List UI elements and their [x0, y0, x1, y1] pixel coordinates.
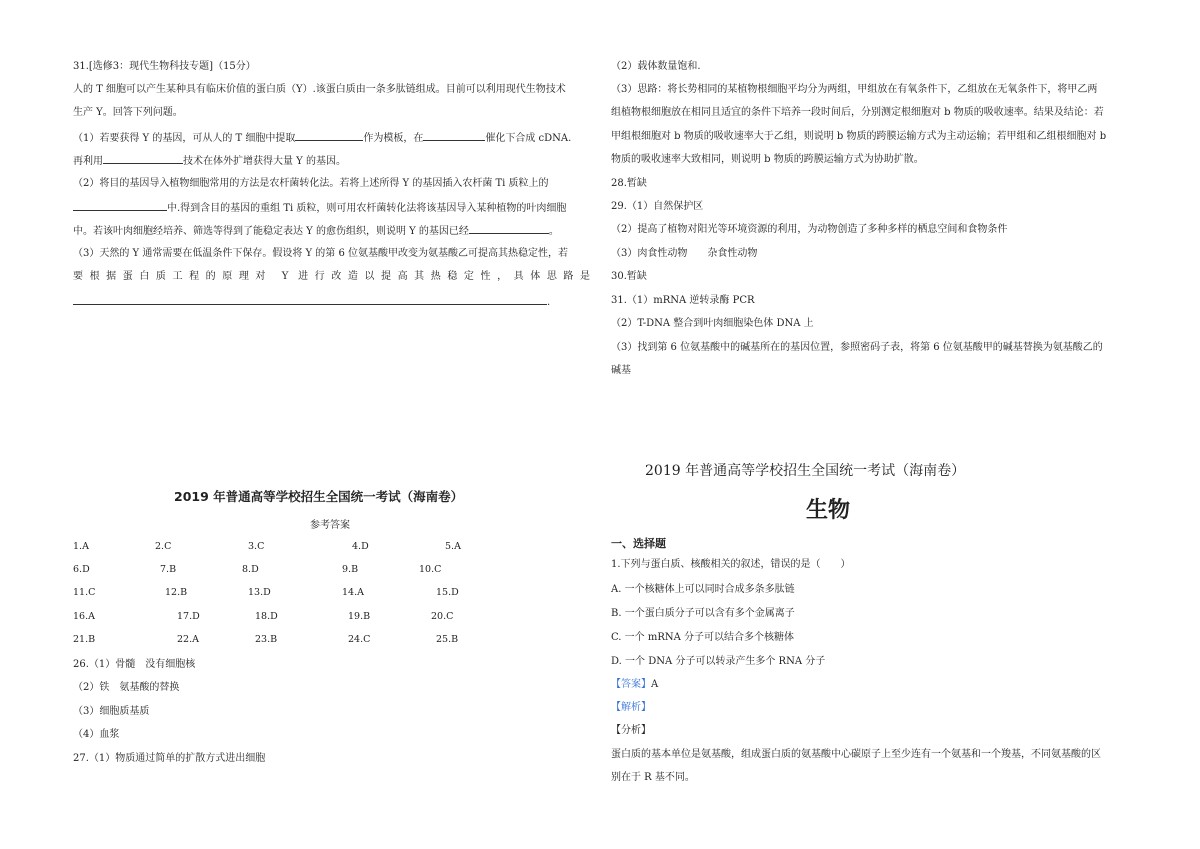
question-1: 1.下列与蛋白质、核酸相关的叙述，错误的是（ ） [611, 559, 851, 570]
answer-item: 3.C [248, 541, 265, 552]
analysis-tag: 【解析】 [611, 702, 651, 713]
answer-item: 4.D [352, 541, 369, 552]
answer-item: 10.C [419, 564, 442, 575]
exam-title: 2019 年普通高等学校招生全国统一考试（海南卷） [645, 463, 966, 479]
answer-item: 8.D [242, 564, 259, 575]
section-heading: 一、选择题 [611, 537, 666, 550]
option-b: B. 一个蛋白质分子可以含有多个金属离子 [611, 608, 795, 619]
answer-blank [103, 153, 183, 164]
answer-item: 6.D [73, 564, 90, 575]
q31-part3-line1: （3）天然的 Y 通常需要在低温条件下保存。假设将 Y 的第 6 位氨基酸甲改变为氨基酸乙可提高其热稳定性，若 [73, 248, 568, 259]
q31-intro-1: 人的 T 细胞可以产生某种具有临床价值的蛋白质（Y）.该蛋白质由一条多肽链组成。目前可以利用现代生物技术 [73, 84, 566, 95]
answer-tag: 【答案】 [611, 679, 651, 690]
answer-value: A [651, 679, 659, 690]
option-a: A. 一个核糖体上可以同时合成多条多肽链 [611, 584, 795, 595]
answer-key-title: 2019 年普通高等学校招生全国统一考试（海南卷） [174, 489, 464, 504]
answer-item: 7.B [160, 564, 177, 575]
q31-part1-line2: 再利用 技术在体外扩增获得大量 Y 的基因。 [73, 153, 346, 169]
answer-31-3-line1: （3）找到第 6 位氨基酸中的碱基所在的基因位置，参照密码子表，将第 6 位氨基酸甲的碱基替换为氨基酸乙的 [611, 342, 1103, 353]
answer-item: 13.D [248, 587, 271, 598]
answer-blank [73, 294, 547, 305]
answer-item: 9.B [342, 564, 359, 575]
answer-27-3-line2: 组植物根细胞放在相同且适宜的条件下培养一段时间后，分别测定根细胞对 b 物质的吸收速率。结果及结论：若 [611, 107, 1104, 118]
answer-30: 30.暂缺 [611, 271, 647, 282]
answer-28: 28.暂缺 [611, 178, 647, 189]
q31-part2-line3: 中。若该叶肉细胞经培养、筛选等得到了能稳定表达 Y 的愈伤组织，则说明 Y 的基因已经 。 [73, 223, 559, 239]
answer-item: 2.C [155, 541, 172, 552]
explanation-line1: 蛋白质的基本单位是氨基酸，组成蛋白质的氨基酸中心碳原子上至少连有一个氨基和一个羧基，不同氨基酸的区 [611, 749, 1101, 760]
answer-29-2: （2）提高了植物对阳光等环境资源的利用，为动物创造了多种多样的栖息空间和食物条件 [611, 224, 1008, 235]
option-d: D. 一个 DNA 分子可以转录产生多个 RNA 分子 [611, 656, 826, 667]
answer-26-3: （3）细胞质基质 [73, 706, 150, 717]
answer-26-1: 26.（1）骨髓 没有细胞核 [73, 659, 196, 670]
answer-blank [73, 200, 167, 211]
q31-part3-line2: 要根据蛋白质工程的原理对 Y 进行改造以提高其热稳定性，具体思路是 [73, 271, 590, 282]
answer-27-3-line4: 物质的吸收速率大致相同，则说明 b 物质的跨膜运输方式为协助扩散。 [611, 154, 924, 165]
subject-title: 生物 [806, 498, 851, 523]
q31-intro-2: 生产 Y。回答下列问题。 [73, 107, 183, 118]
answer-27-3-line1: （3）思路：将长势相同的某植物根细胞平均分为两组，甲组放在有氧条件下，乙组放在无氧条件下，将甲乙两 [611, 84, 1098, 95]
answer-item: 1.A [73, 541, 89, 552]
explanation-line2: 别在于 R 基不同。 [611, 772, 695, 783]
answer-item: 15.D [436, 587, 459, 598]
q31-part1-line1: （1）若要获得 Y 的基因，可从人的 T 细胞中提取 作为模板，在 催化下合成 cDNA. [73, 130, 571, 146]
answer-item: 24.C [348, 634, 371, 645]
q31-title: 31.[选修3：现代生物科技专题]（15分） [73, 61, 256, 72]
answer-item: 12.B [165, 587, 188, 598]
answer-29-1: 29.（1）自然保护区 [611, 201, 704, 212]
answer-31-2: （2）T-DNA 整合到叶肉细胞染色体 DNA 上 [611, 318, 814, 329]
answer-31-1: 31.（1）mRNA 逆转录酶 PCR [611, 295, 755, 306]
answer-item: 17.D [177, 611, 200, 622]
answer-item: 5.A [445, 541, 461, 552]
answer-31-3-line2: 碱基 [611, 365, 631, 376]
answer-blank [295, 130, 363, 141]
answer-26-2: （2）铁 氨基酸的替换 [73, 682, 180, 693]
answer-blank [469, 223, 549, 234]
answer-item: 25.B [436, 634, 459, 645]
answer-item: 16.A [73, 611, 95, 622]
q31-part2-line1: （2）将目的基因导入植物细胞常用的方法是农杆菌转化法。若将上述所得 Y 的基因插入农杆菌 Ti 质粒上的 [73, 178, 549, 189]
answer-29-3: （3）肉食性动物 杂食性动物 [611, 248, 758, 259]
q31-part3-line3: . [73, 294, 550, 310]
answer-26-4: （4）血浆 [73, 729, 120, 740]
answer-item: 20.C [431, 611, 454, 622]
answer-blank [423, 130, 485, 141]
answer-item: 19.B [348, 611, 371, 622]
q31-part2-line2: 中.得到含目的基因的重组 Ti 质粒，则可用农杆菌转化法将该基因导入某种植物的叶肉细胞 [73, 200, 566, 216]
answer-item: 18.D [255, 611, 278, 622]
fenxi-tag: 【分析】 [611, 725, 651, 736]
answer-item: 23.B [255, 634, 278, 645]
answer-item: 11.C [73, 587, 96, 598]
option-c: C. 一个 mRNA 分子可以结合多个核糖体 [611, 632, 794, 643]
answer-item: 22.A [177, 634, 199, 645]
answer-item: 14.A [342, 587, 364, 598]
answer-line [611, 678, 658, 692]
reference-answers-label: 参考答案 [310, 520, 350, 531]
answer-27-2: （2）载体数量饱和. [611, 61, 701, 72]
answer-27-1: 27.（1）物质通过简单的扩散方式进出细胞 [73, 753, 266, 764]
answer-item: 21.B [73, 634, 96, 645]
answer-27-3-line3: 甲组根细胞对 b 物质的吸收速率大于乙组，则说明 b 物质的跨膜运输方式为主动运输；若甲组和乙组根细胞对 b [611, 131, 1107, 142]
